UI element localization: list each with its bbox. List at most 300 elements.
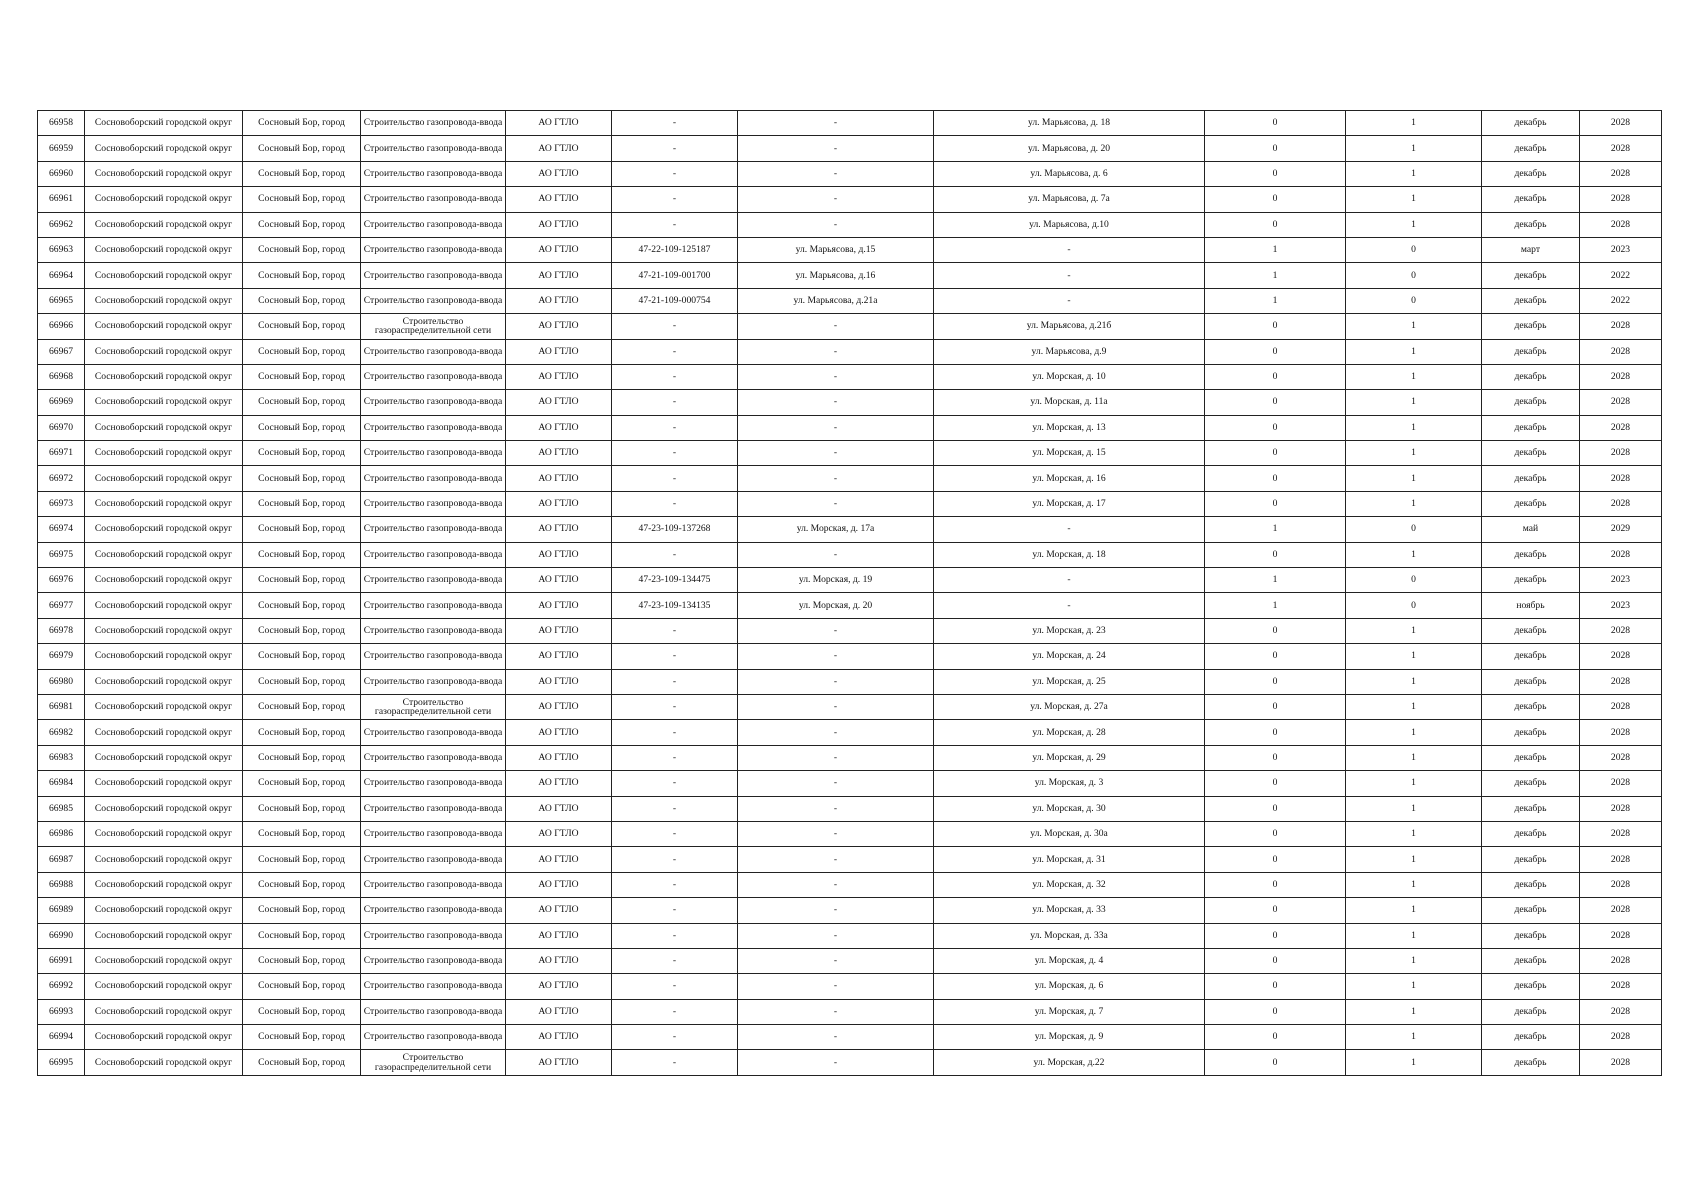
count-existing-cell: 0 [1205, 314, 1346, 339]
existing-address-cell: ул. Морская, д. 17а [738, 517, 934, 542]
cadastral-number-cell: - [612, 491, 738, 516]
organization-cell: АО ГТЛО [506, 669, 612, 694]
existing-address-cell: - [738, 745, 934, 770]
municipality-cell: Сосновоборский городской округ [85, 339, 243, 364]
settlement-cell: Сосновый Бор, город [243, 237, 361, 262]
count-planned-cell: 1 [1346, 771, 1482, 796]
work-type-cell: Строительство газопровода-ввода [361, 136, 506, 161]
year-cell: 2028 [1580, 898, 1662, 923]
work-type-cell: Строительство газопровода-ввода [361, 415, 506, 440]
work-type-cell: Строительство газопровода-ввода [361, 364, 506, 389]
work-type-cell: Строительство газопровода-ввода [361, 720, 506, 745]
table-row [38, 111, 1662, 136]
planned-address-cell: ул. Марьясова, д.9 [934, 339, 1205, 364]
row-id-cell: 66961 [38, 187, 85, 212]
organization-cell: АО ГТЛО [506, 618, 612, 643]
settlement-cell: Сосновый Бор, город [243, 618, 361, 643]
count-planned-cell: 1 [1346, 669, 1482, 694]
year-cell: 2028 [1580, 923, 1662, 948]
table-row [38, 669, 1662, 694]
existing-address-cell: - [738, 339, 934, 364]
table-row [38, 364, 1662, 389]
month-cell: декабрь [1482, 212, 1580, 237]
existing-address-cell: - [738, 694, 934, 719]
table-row [38, 999, 1662, 1024]
planned-address-cell: ул. Морская, д. 30 [934, 796, 1205, 821]
month-cell: декабрь [1482, 771, 1580, 796]
year-cell: 2028 [1580, 161, 1662, 186]
count-existing-cell: 0 [1205, 923, 1346, 948]
count-planned-cell: 1 [1346, 745, 1482, 770]
month-cell: декабрь [1482, 542, 1580, 567]
year-cell: 2028 [1580, 187, 1662, 212]
table-row [38, 161, 1662, 186]
count-existing-cell: 1 [1205, 237, 1346, 262]
settlement-cell: Сосновый Бор, город [243, 694, 361, 719]
settlement-cell: Сосновый Бор, город [243, 415, 361, 440]
settlement-cell: Сосновый Бор, город [243, 847, 361, 872]
row-id-cell: 66995 [38, 1050, 85, 1075]
work-type-cell: Строительство газопровода-ввода [361, 111, 506, 136]
row-id-cell: 66986 [38, 821, 85, 846]
planned-address-cell: ул. Марьясова, д. 7а [934, 187, 1205, 212]
organization-cell: АО ГТЛО [506, 237, 612, 262]
municipality-cell: Сосновоборский городской округ [85, 212, 243, 237]
municipality-cell: Сосновоборский городской округ [85, 974, 243, 999]
count-planned-cell: 1 [1346, 111, 1482, 136]
municipality-cell: Сосновоборский городской округ [85, 923, 243, 948]
year-cell: 2028 [1580, 694, 1662, 719]
count-existing-cell: 0 [1205, 466, 1346, 491]
planned-address-cell: ул. Морская, д. 16 [934, 466, 1205, 491]
row-id-cell: 66990 [38, 923, 85, 948]
count-existing-cell: 1 [1205, 517, 1346, 542]
count-existing-cell: 0 [1205, 847, 1346, 872]
planned-address-cell: ул. Морская, д. 13 [934, 415, 1205, 440]
existing-address-cell: - [738, 1050, 934, 1075]
row-id-cell: 66964 [38, 263, 85, 288]
cadastral-number-cell: - [612, 720, 738, 745]
organization-cell: АО ГТЛО [506, 491, 612, 516]
year-cell: 2028 [1580, 999, 1662, 1024]
municipality-cell: Сосновоборский городской округ [85, 593, 243, 618]
count-existing-cell: 1 [1205, 288, 1346, 313]
cadastral-number-cell: - [612, 339, 738, 364]
planned-address-cell: ул. Морская, д. 23 [934, 618, 1205, 643]
row-id-cell: 66985 [38, 796, 85, 821]
existing-address-cell: - [738, 314, 934, 339]
table-row [38, 745, 1662, 770]
planned-address-cell: ул. Морская, д. 29 [934, 745, 1205, 770]
settlement-cell: Сосновый Бор, город [243, 720, 361, 745]
work-type-cell: Строительство газопровода-ввода [361, 390, 506, 415]
organization-cell: АО ГТЛО [506, 796, 612, 821]
cadastral-number-cell: - [612, 390, 738, 415]
row-id-cell: 66966 [38, 314, 85, 339]
year-cell: 2023 [1580, 593, 1662, 618]
count-existing-cell: 0 [1205, 898, 1346, 923]
month-cell: март [1482, 237, 1580, 262]
year-cell: 2022 [1580, 263, 1662, 288]
table-row [38, 847, 1662, 872]
year-cell: 2028 [1580, 796, 1662, 821]
existing-address-cell: - [738, 364, 934, 389]
count-existing-cell: 0 [1205, 821, 1346, 846]
organization-cell: АО ГТЛО [506, 923, 612, 948]
row-id-cell: 66968 [38, 364, 85, 389]
organization-cell: АО ГТЛО [506, 288, 612, 313]
planned-address-cell: ул. Марьясова, д. 6 [934, 161, 1205, 186]
table-row [38, 974, 1662, 999]
year-cell: 2028 [1580, 948, 1662, 973]
count-existing-cell: 0 [1205, 212, 1346, 237]
planned-address-cell: ул. Морская, д. 10 [934, 364, 1205, 389]
count-planned-cell: 0 [1346, 263, 1482, 288]
count-existing-cell: 1 [1205, 593, 1346, 618]
organization-cell: АО ГТЛО [506, 898, 612, 923]
cadastral-number-cell: - [612, 466, 738, 491]
row-id-cell: 66991 [38, 948, 85, 973]
count-planned-cell: 1 [1346, 136, 1482, 161]
table-row [38, 644, 1662, 669]
cadastral-number-cell: 47-23-109-137268 [612, 517, 738, 542]
cadastral-number-cell: - [612, 872, 738, 897]
settlement-cell: Сосновый Бор, город [243, 872, 361, 897]
settlement-cell: Сосновый Бор, город [243, 644, 361, 669]
count-existing-cell: 0 [1205, 364, 1346, 389]
work-type-cell: Строительство газопровода-ввода [361, 568, 506, 593]
planned-address-cell: ул. Морская, д. 32 [934, 872, 1205, 897]
month-cell: декабрь [1482, 441, 1580, 466]
existing-address-cell: ул. Марьясова, д.16 [738, 263, 934, 288]
count-existing-cell: 0 [1205, 974, 1346, 999]
existing-address-cell: - [738, 542, 934, 567]
count-existing-cell: 0 [1205, 669, 1346, 694]
row-id-cell: 66967 [38, 339, 85, 364]
work-type-cell: Строительство газопровода-ввода [361, 542, 506, 567]
organization-cell: АО ГТЛО [506, 187, 612, 212]
count-existing-cell: 0 [1205, 771, 1346, 796]
count-existing-cell: 0 [1205, 1025, 1346, 1050]
cadastral-number-cell: - [612, 948, 738, 973]
year-cell: 2028 [1580, 847, 1662, 872]
year-cell: 2022 [1580, 288, 1662, 313]
year-cell: 2028 [1580, 212, 1662, 237]
month-cell: декабрь [1482, 821, 1580, 846]
planned-address-cell: ул. Морская, д. 25 [934, 669, 1205, 694]
table-row [38, 517, 1662, 542]
planned-address-cell: ул. Морская, д. 24 [934, 644, 1205, 669]
organization-cell: АО ГТЛО [506, 999, 612, 1024]
settlement-cell: Сосновый Бор, город [243, 136, 361, 161]
month-cell: декабрь [1482, 161, 1580, 186]
existing-address-cell: - [738, 974, 934, 999]
existing-address-cell: ул. Морская, д. 20 [738, 593, 934, 618]
count-existing-cell: 0 [1205, 618, 1346, 643]
table-row [38, 923, 1662, 948]
year-cell: 2028 [1580, 618, 1662, 643]
count-planned-cell: 1 [1346, 441, 1482, 466]
count-existing-cell: 0 [1205, 111, 1346, 136]
row-id-cell: 66977 [38, 593, 85, 618]
municipality-cell: Сосновоборский городской округ [85, 542, 243, 567]
settlement-cell: Сосновый Бор, город [243, 948, 361, 973]
settlement-cell: Сосновый Бор, город [243, 745, 361, 770]
row-id-cell: 66962 [38, 212, 85, 237]
row-id-cell: 66958 [38, 111, 85, 136]
organization-cell: АО ГТЛО [506, 1025, 612, 1050]
cadastral-number-cell: 47-23-109-134475 [612, 568, 738, 593]
work-type-cell: Строительство газопровода-ввода [361, 466, 506, 491]
cadastral-number-cell: - [612, 136, 738, 161]
count-existing-cell: 0 [1205, 136, 1346, 161]
month-cell: декабрь [1482, 847, 1580, 872]
work-type-cell: Строительство газопровода-ввода [361, 441, 506, 466]
year-cell: 2028 [1580, 1050, 1662, 1075]
year-cell: 2028 [1580, 669, 1662, 694]
table-row [38, 821, 1662, 846]
settlement-cell: Сосновый Бор, город [243, 542, 361, 567]
municipality-cell: Сосновоборский городской округ [85, 999, 243, 1024]
settlement-cell: Сосновый Бор, город [243, 669, 361, 694]
planned-address-cell: ул. Морская, д. 6 [934, 974, 1205, 999]
count-planned-cell: 1 [1346, 720, 1482, 745]
cadastral-number-cell: - [612, 644, 738, 669]
table-row [38, 1050, 1662, 1075]
month-cell: декабрь [1482, 720, 1580, 745]
planned-address-cell: ул. Морская, д. 7 [934, 999, 1205, 1024]
municipality-cell: Сосновоборский городской округ [85, 1050, 243, 1075]
month-cell: декабрь [1482, 568, 1580, 593]
existing-address-cell: - [738, 923, 934, 948]
count-planned-cell: 1 [1346, 923, 1482, 948]
organization-cell: АО ГТЛО [506, 644, 612, 669]
count-existing-cell: 0 [1205, 644, 1346, 669]
count-existing-cell: 0 [1205, 872, 1346, 897]
existing-address-cell: - [738, 415, 934, 440]
work-type-cell: Строительство газопровода-ввода [361, 517, 506, 542]
municipality-cell: Сосновоборский городской округ [85, 415, 243, 440]
row-id-cell: 66959 [38, 136, 85, 161]
table-row [38, 314, 1662, 339]
month-cell: декабрь [1482, 1050, 1580, 1075]
year-cell: 2028 [1580, 745, 1662, 770]
row-id-cell: 66983 [38, 745, 85, 770]
row-id-cell: 66965 [38, 288, 85, 313]
planned-address-cell: ул. Морская, д. 18 [934, 542, 1205, 567]
cadastral-number-cell: - [612, 1025, 738, 1050]
month-cell: декабрь [1482, 999, 1580, 1024]
settlement-cell: Сосновый Бор, город [243, 517, 361, 542]
settlement-cell: Сосновый Бор, город [243, 974, 361, 999]
organization-cell: АО ГТЛО [506, 720, 612, 745]
municipality-cell: Сосновоборский городской округ [85, 390, 243, 415]
work-type-cell: Строительство газопровода-ввода [361, 948, 506, 973]
year-cell: 2028 [1580, 872, 1662, 897]
organization-cell: АО ГТЛО [506, 974, 612, 999]
work-type-cell: Строительство газопровода-ввода [361, 263, 506, 288]
organization-cell: АО ГТЛО [506, 441, 612, 466]
municipality-cell: Сосновоборский городской округ [85, 187, 243, 212]
count-planned-cell: 1 [1346, 187, 1482, 212]
planned-address-cell: ул. Морская, д. 17 [934, 491, 1205, 516]
count-planned-cell: 1 [1346, 898, 1482, 923]
row-id-cell: 66988 [38, 872, 85, 897]
settlement-cell: Сосновый Бор, город [243, 593, 361, 618]
count-existing-cell: 0 [1205, 720, 1346, 745]
count-planned-cell: 1 [1346, 618, 1482, 643]
settlement-cell: Сосновый Бор, город [243, 1025, 361, 1050]
row-id-cell: 66963 [38, 237, 85, 262]
row-id-cell: 66987 [38, 847, 85, 872]
count-planned-cell: 1 [1346, 415, 1482, 440]
table-row [38, 441, 1662, 466]
organization-cell: АО ГТЛО [506, 771, 612, 796]
data-table [37, 110, 1662, 1076]
settlement-cell: Сосновый Бор, город [243, 187, 361, 212]
cadastral-number-cell: - [612, 1050, 738, 1075]
settlement-cell: Сосновый Бор, город [243, 212, 361, 237]
cadastral-number-cell: - [612, 923, 738, 948]
year-cell: 2028 [1580, 466, 1662, 491]
existing-address-cell: - [738, 466, 934, 491]
year-cell: 2028 [1580, 415, 1662, 440]
settlement-cell: Сосновый Бор, город [243, 821, 361, 846]
organization-cell: АО ГТЛО [506, 161, 612, 186]
work-type-cell: Строительство газопровода-ввода [361, 974, 506, 999]
organization-cell: АО ГТЛО [506, 466, 612, 491]
count-planned-cell: 1 [1346, 314, 1482, 339]
year-cell: 2028 [1580, 314, 1662, 339]
municipality-cell: Сосновоборский городской округ [85, 694, 243, 719]
municipality-cell: Сосновоборский городской округ [85, 872, 243, 897]
settlement-cell: Сосновый Бор, город [243, 314, 361, 339]
work-type-cell: Строительство газораспределительной сети [361, 1050, 506, 1075]
table-row [38, 136, 1662, 161]
planned-address-cell: ул. Морская, д. 33а [934, 923, 1205, 948]
planned-address-cell: ул. Марьясова, д.10 [934, 212, 1205, 237]
cadastral-number-cell: - [612, 898, 738, 923]
municipality-cell: Сосновоборский городской округ [85, 898, 243, 923]
existing-address-cell: - [738, 720, 934, 745]
organization-cell: АО ГТЛО [506, 542, 612, 567]
existing-address-cell: - [738, 669, 934, 694]
month-cell: декабрь [1482, 111, 1580, 136]
count-planned-cell: 1 [1346, 1050, 1482, 1075]
count-existing-cell: 0 [1205, 339, 1346, 364]
settlement-cell: Сосновый Бор, город [243, 466, 361, 491]
work-type-cell: Строительство газопровода-ввода [361, 821, 506, 846]
month-cell: ноябрь [1482, 593, 1580, 618]
count-planned-cell: 1 [1346, 491, 1482, 516]
count-existing-cell: 0 [1205, 491, 1346, 516]
month-cell: декабрь [1482, 466, 1580, 491]
month-cell: декабрь [1482, 974, 1580, 999]
year-cell: 2028 [1580, 720, 1662, 745]
planned-address-cell: - [934, 237, 1205, 262]
year-cell: 2028 [1580, 821, 1662, 846]
work-type-cell: Строительство газопровода-ввода [361, 212, 506, 237]
work-type-cell: Строительство газопровода-ввода [361, 1025, 506, 1050]
year-cell: 2028 [1580, 364, 1662, 389]
count-planned-cell: 1 [1346, 948, 1482, 973]
year-cell: 2028 [1580, 339, 1662, 364]
planned-address-cell: ул. Морская, д. 30а [934, 821, 1205, 846]
count-existing-cell: 0 [1205, 1050, 1346, 1075]
work-type-cell: Строительство газопровода-ввода [361, 872, 506, 897]
count-planned-cell: 0 [1346, 288, 1482, 313]
planned-address-cell: ул. Морская, д. 28 [934, 720, 1205, 745]
cadastral-number-cell: - [612, 364, 738, 389]
table-row [38, 796, 1662, 821]
count-planned-cell: 1 [1346, 364, 1482, 389]
existing-address-cell: ул. Марьясова, д.21а [738, 288, 934, 313]
count-planned-cell: 0 [1346, 568, 1482, 593]
count-existing-cell: 1 [1205, 568, 1346, 593]
month-cell: декабрь [1482, 187, 1580, 212]
year-cell: 2028 [1580, 111, 1662, 136]
existing-address-cell: - [738, 161, 934, 186]
organization-cell: АО ГТЛО [506, 314, 612, 339]
planned-address-cell: ул. Морская, д. 27а [934, 694, 1205, 719]
settlement-cell: Сосновый Бор, город [243, 923, 361, 948]
cadastral-number-cell: 47-21-109-001700 [612, 263, 738, 288]
municipality-cell: Сосновоборский городской округ [85, 745, 243, 770]
count-planned-cell: 1 [1346, 847, 1482, 872]
settlement-cell: Сосновый Бор, город [243, 364, 361, 389]
year-cell: 2028 [1580, 441, 1662, 466]
cadastral-number-cell: - [612, 847, 738, 872]
row-id-cell: 66980 [38, 669, 85, 694]
month-cell: декабрь [1482, 872, 1580, 897]
count-existing-cell: 0 [1205, 415, 1346, 440]
planned-address-cell: ул. Морская, д. 31 [934, 847, 1205, 872]
count-planned-cell: 1 [1346, 821, 1482, 846]
organization-cell: АО ГТЛО [506, 821, 612, 846]
table-row [38, 872, 1662, 897]
municipality-cell: Сосновоборский городской округ [85, 1025, 243, 1050]
organization-cell: АО ГТЛО [506, 568, 612, 593]
planned-address-cell: ул. Морская, д. 4 [934, 948, 1205, 973]
organization-cell: АО ГТЛО [506, 948, 612, 973]
settlement-cell: Сосновый Бор, город [243, 796, 361, 821]
table-row [38, 339, 1662, 364]
organization-cell: АО ГТЛО [506, 415, 612, 440]
table-row [38, 593, 1662, 618]
planned-address-cell: ул. Морская, д.22 [934, 1050, 1205, 1075]
cadastral-number-cell: - [612, 187, 738, 212]
municipality-cell: Сосновоборский городской округ [85, 314, 243, 339]
row-id-cell: 66973 [38, 491, 85, 516]
table-row [38, 898, 1662, 923]
municipality-cell: Сосновоборский городской округ [85, 466, 243, 491]
municipality-cell: Сосновоборский городской округ [85, 441, 243, 466]
month-cell: декабрь [1482, 948, 1580, 973]
row-id-cell: 66978 [38, 618, 85, 643]
work-type-cell: Строительство газопровода-ввода [361, 288, 506, 313]
municipality-cell: Сосновоборский городской округ [85, 821, 243, 846]
month-cell: декабрь [1482, 390, 1580, 415]
work-type-cell: Строительство газопровода-ввода [361, 898, 506, 923]
organization-cell: АО ГТЛО [506, 364, 612, 389]
row-id-cell: 66984 [38, 771, 85, 796]
count-existing-cell: 0 [1205, 745, 1346, 770]
count-planned-cell: 1 [1346, 212, 1482, 237]
month-cell: декабрь [1482, 644, 1580, 669]
organization-cell: АО ГТЛО [506, 694, 612, 719]
settlement-cell: Сосновый Бор, город [243, 999, 361, 1024]
table-row [38, 720, 1662, 745]
